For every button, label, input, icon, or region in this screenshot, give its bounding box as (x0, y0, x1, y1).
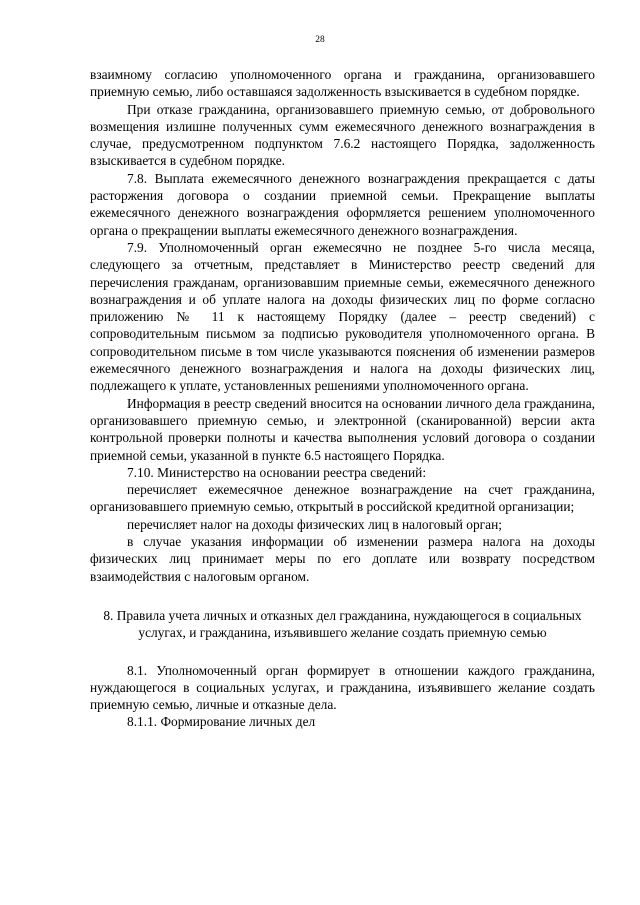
paragraph: 8.1. Уполномоченный орган формирует в отношении каждого гражданина, нуждающегося в социальных услугах, и гражданина, изъявившего желание создать приемную семью, личные и отказные дела. (90, 662, 595, 713)
section-heading: 8. Правила учета личных и отказных дел гражданина, нуждающегося в социальных услугах, и гражданина, изъявившего желание создать приемную семью (103, 607, 582, 641)
paragraph: перечисляет ежемесячное денежное вознаграждение на счет гражданина, организовавшего приемную семью, открытый в российской кредитной организации; (90, 482, 595, 515)
paragraph: Информация в реестр сведений вносится на основании личного дела гражданина, организовавшего приемную семью, и электронной (сканированной) версии акта контрольной проверки полноты и качества выполнения условий договора о создании приемной семьи, указанной в пункте 6.5 настоящего Порядка. (90, 395, 595, 463)
page-number: 28 (315, 35, 325, 45)
paragraph: При отказе гражданина, организовавшего приемную семью, от добровольного возмещения излишне полученных сумм ежемесячного денежного вознаграждения в случае, предусмотренном подпунктом 7.6.2 настоящего Порядка, задолженность взыскивается в судебном порядке. (90, 101, 595, 169)
paragraph: перечисляет налог на доходы физических лиц в налоговый орган; (127, 516, 502, 532)
paragraph: 7.8. Выплата ежемесячного денежного вознаграждения прекращается с даты расторжения договора о создании приемной семьи. Прекращение выплаты ежемесячного денежного вознаграждения оформляется решением уполномоченного органа о прекращении выплаты ежемесячного денежного вознаграждения. (90, 170, 595, 238)
paragraph: в случае указания информации об изменении размера налога на доходы физических лиц принимает меры по его доплате или возврату посредством взаимодействия с налоговым органом. (90, 534, 595, 584)
paragraph: 8.1.1. Формирование личных дел (127, 714, 316, 730)
paragraph: 7.9. Уполномоченный орган ежемесячно не позднее 5-го числа месяца, следующего за отчетным, представляет в Министерство реестр сведений для перечисления гражданам, организовавшим приемные семьи, ежемесячного денежного вознаграждения и об уплате налога на доходы физических лиц по форме согласно приложению № 11 к настоящему Порядку (далее – реестр сведений) с сопроводительным письмом за подписью руководителя уполномоченного органа. В сопроводительном письме в том числе указываются пояснения об изменении размеров ежемесячного денежного вознаграждения и налога на доходы физических лиц, подлежащего к уплате, установленных решениями уполномоченного органа. (90, 239, 595, 394)
paragraph: 7.10. Министерство на основании реестра сведений: (127, 464, 427, 480)
document-body (90, 66, 595, 731)
paragraph: взаимному согласию уполномоченного органа и гражданина, организовавшего приемную семью, либо оставшаяся задолженность взыскивается в судебном порядке. (90, 67, 595, 100)
